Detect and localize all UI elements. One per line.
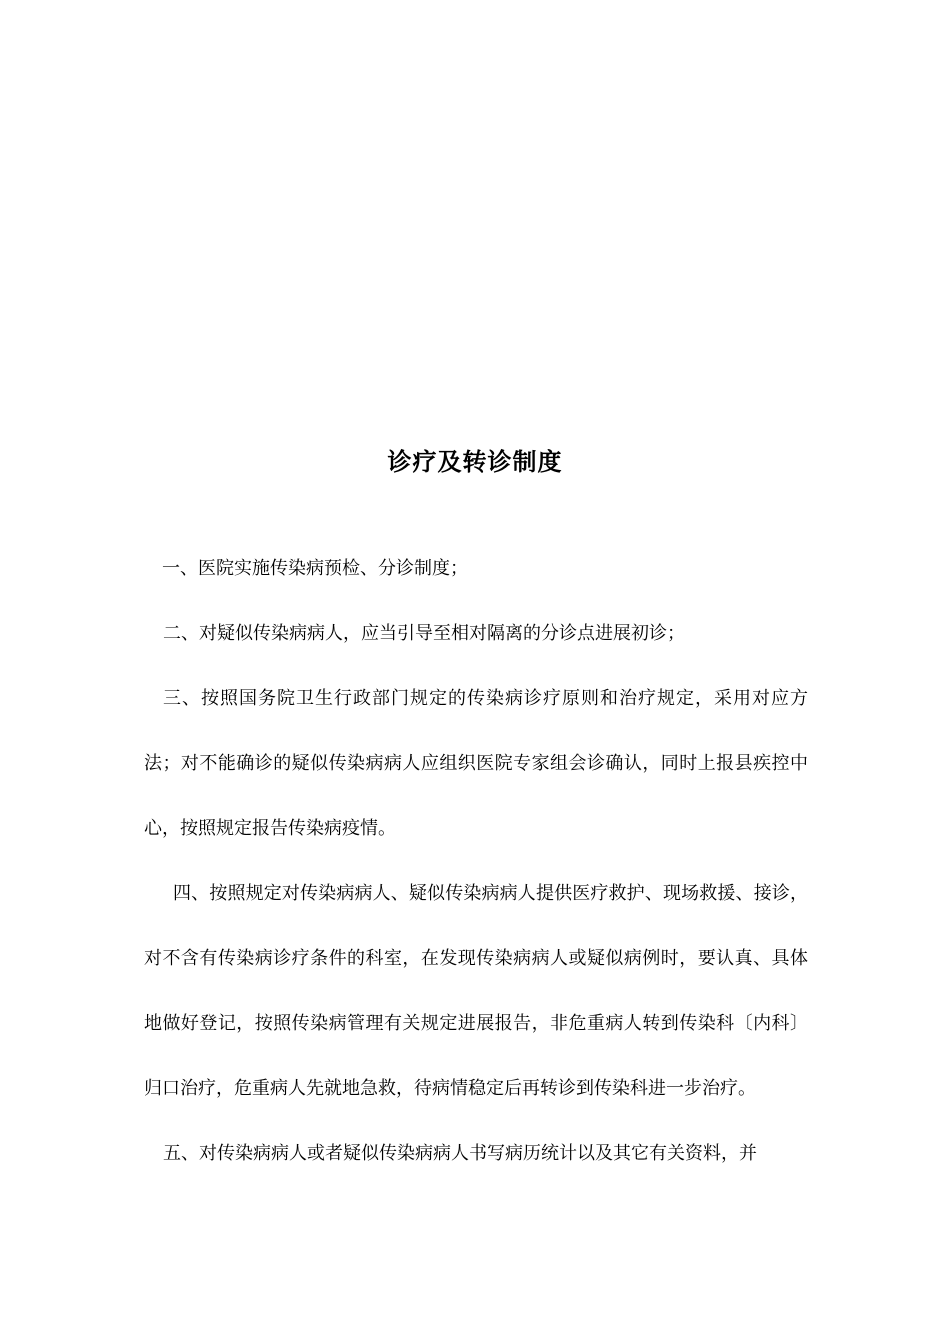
paragraph-5: 五、对传染病病人或者疑似传染病病人书写病历统计以及其它有关资料，并 bbox=[163, 1143, 757, 1164]
paragraph-1: 一、医院实施传染病预检、分诊制度； bbox=[162, 558, 468, 579]
paragraph-4: 四、按照规定对传染病病人、疑似传染病病人提供医疗救护、现场救援、接诊，对不含有传染病诊疗条件的科室，在发现传染病病人或疑似病例时，要认真、具体地做好登记，按照传染病管理有关规定进展报告，非危重病人转到传染科〔内科〕归口治疗，危重病人先就地急救，待病情稳定后再转诊到传染科进一步治疗。 bbox=[144, 883, 808, 1099]
document-body bbox=[144, 536, 808, 1186]
paragraph-3: 三、按照国务院卫生行政部门规定的传染病诊疗原则和治疗规定，采用对应方法；对不能确诊的疑似传染病病人应组织医院专家组会诊确认，同时上报县疾控中心，按照规定报告传染病疫情。 bbox=[144, 688, 808, 839]
paragraph-2: 二、对疑似传染病病人，应当引导至相对隔离的分诊点进展初诊； bbox=[163, 623, 685, 644]
document-title: 诊疗及转诊制度 bbox=[387, 447, 563, 476]
